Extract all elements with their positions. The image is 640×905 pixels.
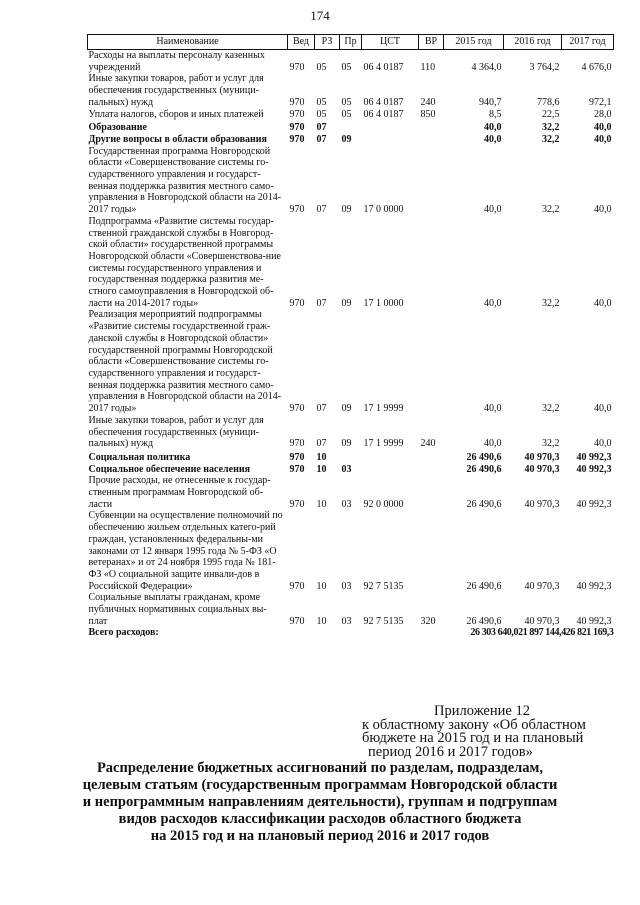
cell-y2016: 40 970,3 (524, 615, 560, 627)
table-row (88, 216, 614, 310)
table-row (88, 146, 614, 216)
cell-name: Государственная программа Новгородской области «Совершенствование системы го-сударственного управления и государст-венная поддержка развития местного само-управления в Новгородской области на 2014-2017 годы» (88, 145, 282, 216)
page-number: 174 (310, 8, 330, 23)
cell-pr (340, 450, 362, 464)
title-line: Распределение бюджетных ассигнований по разделам, подразделам, (96, 760, 544, 776)
cell-y2015: 40,0 (484, 133, 502, 145)
total-2017: 26 821 169,3 (565, 627, 614, 639)
cell-cst: 17 0 0000 (363, 204, 404, 216)
cell-pr: 09 (341, 204, 352, 216)
cell-ved: 970 (289, 61, 305, 73)
cell-ved: 970 (289, 451, 305, 463)
cell-ved: 970 (289, 122, 305, 134)
cell-y2017: 972,1 (589, 96, 612, 108)
cell-name: Подпрограмма «Развитие системы государ-ственной гражданской службы в Новгород-ской области» государственной программы Новгородской области «Совершенствова-ние системы государственного управления и государственная поддержка развития ме-стного самоуправления в Новгородской об-ласти на 2014-2017 годы» (88, 215, 281, 309)
cell-y2016: 32,2 (542, 133, 560, 145)
total-label: Всего расходов: (88, 627, 159, 639)
cell-cst: 92 7 5135 (363, 615, 404, 627)
column-header-2016: 2016 год (504, 35, 562, 50)
cell-name: Прочие расходы, не отнесенные к государ-ственным программам Новгородской об-ласти (88, 475, 271, 510)
cell-rz: 05 (316, 108, 327, 120)
cell-y2017: 40 992,3 (576, 498, 612, 510)
cell-cst: 06 4 0187 (363, 61, 404, 73)
table-row (88, 134, 614, 146)
cell-vr (419, 309, 444, 414)
cell-rz: 07 (316, 204, 327, 216)
total-2015: 26 303 640,0 (470, 627, 519, 639)
cell-y2017: 28,0 (594, 108, 612, 120)
appendix-line: бюджете на 2015 год и на плановый (362, 730, 584, 746)
cell-vr (419, 464, 444, 476)
cell-vr: 110 (420, 61, 436, 73)
cell-y2015: 26 490,6 (466, 463, 502, 475)
title-line: целевым статьям (государственным программам Новгородской области (82, 777, 558, 793)
cell-y2015: 40,0 (484, 122, 502, 134)
cell-y2016: 778,6 (537, 96, 560, 108)
cell-y2015: 40,0 (484, 438, 502, 450)
column-header-pr: Пр (340, 35, 362, 50)
cell-rz: 10 (316, 463, 327, 475)
table-row (88, 510, 614, 592)
cell-y2017: 4 676,0 (581, 61, 612, 73)
budget-table (87, 34, 614, 639)
cell-name: Реализация мероприятий подпрограммы «Развитие системы государственной граж-данской службы в Новгородской области» государственной программы Новгородской области «Совершенствование системы го-сударственного управления и государст-венная поддержка развития местного само-управления в Новгородской области на 2014-2017 годы» (88, 309, 282, 415)
cell-pr: 09 (341, 133, 352, 145)
appendix-line: Приложение 12 (434, 703, 530, 719)
cell-y2016: 32,2 (542, 122, 560, 134)
table-row (88, 464, 614, 476)
cell-name: Образование (88, 122, 147, 134)
cell-y2017: 40 992,3 (576, 463, 612, 475)
column-header-2015: 2015 год (444, 35, 504, 50)
cell-y2016: 32,2 (542, 438, 560, 450)
cell-ved: 970 (289, 463, 305, 475)
table-header-row (88, 35, 614, 50)
cell-pr: 09 (341, 438, 352, 450)
column-header-cst: ЦСТ (362, 35, 419, 50)
cell-y2016: 40 970,3 (524, 451, 560, 463)
cell-y2017: 40 992,3 (576, 615, 612, 627)
cell-y2015: 4 364,0 (471, 61, 502, 73)
table-row (88, 120, 614, 134)
cell-rz: 07 (316, 403, 327, 415)
cell-ved: 970 (289, 108, 305, 120)
column-header-rz: РЗ (315, 35, 340, 50)
cell-y2015: 26 490,6 (466, 615, 502, 627)
table-row (88, 475, 614, 510)
cell-rz: 05 (316, 96, 327, 108)
cell-name: Социальная политика (88, 451, 191, 463)
appendix-heading (362, 705, 622, 759)
cell-pr: 03 (341, 580, 352, 592)
cell-rz: 10 (316, 451, 327, 463)
cell-cst: 17 1 0000 (363, 297, 404, 309)
cell-pr: 05 (341, 96, 352, 108)
column-header-ved: Вед (288, 35, 315, 50)
total-values (444, 627, 614, 639)
cell-rz: 07 (316, 438, 327, 450)
cell-vr: 240 (420, 438, 436, 450)
cell-y2015: 8,5 (489, 108, 502, 120)
cell-cst: 92 0 0000 (363, 498, 404, 510)
cell-ved: 970 (289, 297, 305, 309)
cell-y2017: 40,0 (594, 403, 612, 415)
cell-cst (362, 134, 419, 146)
title-line: на 2015 год и на плановый период 2016 и 2017 годов (150, 828, 490, 844)
cell-rz: 10 (316, 615, 327, 627)
cell-cst: 06 4 0187 (363, 108, 404, 120)
cell-ved: 970 (289, 403, 305, 415)
cell-y2016: 40 970,3 (524, 498, 560, 510)
cell-name: Иные закупки товаров, работ и услуг для обеспечения государственных (муници-пальных) нужд (88, 73, 264, 108)
cell-vr (419, 146, 444, 216)
cell-y2016: 22,5 (542, 108, 560, 120)
cell-vr: 240 (420, 96, 436, 108)
cell-ved: 970 (289, 133, 305, 145)
cell-cst (362, 120, 419, 134)
cell-y2016: 40 970,3 (524, 463, 560, 475)
cell-vr: 320 (420, 615, 436, 627)
cell-pr: 03 (341, 463, 352, 475)
cell-y2017: 40,0 (594, 438, 612, 450)
cell-pr: 03 (341, 498, 352, 510)
cell-name: Расходы на выплаты персоналу казенных учреждений (88, 50, 265, 73)
cell-y2016: 3 764,2 (529, 61, 560, 73)
cell-y2016: 32,2 (542, 204, 560, 216)
appendix-line: к областному закону «Об областном (362, 716, 586, 733)
table-row (88, 109, 614, 121)
cell-name: Социальные выплаты гражданам, кроме публичных нормативных социальных вы-плат (88, 592, 267, 627)
total-2016: 21 897 144,4 (518, 627, 566, 639)
cell-ved: 970 (289, 498, 305, 510)
column-header-2017: 2017 год (562, 35, 614, 50)
cell-vr (419, 134, 444, 146)
cell-cst: 17 1 9999 (363, 438, 404, 450)
cell-ved: 970 (289, 615, 305, 627)
cell-ved: 970 (289, 204, 305, 216)
cell-y2015: 26 490,6 (466, 498, 502, 510)
cell-name: Социальное обеспечение населения (88, 463, 251, 475)
table-row (88, 73, 614, 108)
title-line: и непрограммным направлениям деятельности), группам и подгруппам (82, 794, 558, 810)
cell-ved: 970 (289, 580, 305, 592)
cell-cst: 06 4 0187 (363, 96, 404, 108)
cell-name: Субвенции на осуществление полномочий по обеспечению жильем отдельных катего-рий граждан, установленных федеральны-ми законами от 12 января 1995 года № 5-ФЗ «О ветеранах» и от 24 ноября 1995 года № 181-ФЗ «О социальной защите инвали-дов в Российской Федерации» (88, 510, 283, 592)
cell-y2017: 40 992,3 (576, 580, 612, 592)
cell-y2016: 40 970,3 (524, 580, 560, 592)
cell-vr (419, 475, 444, 510)
cell-ved: 970 (289, 96, 305, 108)
cell-pr (340, 120, 362, 134)
cell-y2015: 40,0 (484, 204, 502, 216)
cell-y2015: 40,0 (484, 297, 502, 309)
cell-cst (362, 450, 419, 464)
cell-cst: 92 7 5135 (363, 580, 404, 592)
cell-vr (419, 450, 444, 464)
cell-y2016: 32,2 (542, 297, 560, 309)
cell-name: Другие вопросы в области образования (88, 133, 267, 145)
cell-pr: 03 (341, 615, 352, 627)
cell-y2015: 940,7 (479, 96, 502, 108)
table-row (88, 592, 614, 627)
table-row (88, 450, 614, 464)
cell-y2017: 40,0 (594, 204, 612, 216)
table-row (88, 415, 614, 450)
cell-rz: 10 (316, 580, 327, 592)
cell-y2017: 40,0 (594, 133, 612, 145)
cell-vr (419, 120, 444, 134)
cell-y2015: 40,0 (484, 403, 502, 415)
table-body (88, 50, 614, 628)
cell-cst (362, 464, 419, 476)
cell-rz: 07 (316, 133, 327, 145)
column-header-name: Наименование (88, 35, 288, 50)
table-row (88, 309, 614, 414)
cell-y2015: 26 490,6 (466, 451, 502, 463)
cell-pr: 05 (341, 108, 352, 120)
cell-y2017: 40,0 (594, 297, 612, 309)
document-title (40, 760, 600, 845)
cell-pr: 09 (341, 297, 352, 309)
cell-rz: 10 (316, 498, 327, 510)
cell-y2016: 32,2 (542, 403, 560, 415)
cell-rz: 05 (316, 61, 327, 73)
cell-name: Уплата налогов, сборов и иных платежей (88, 108, 264, 120)
cell-vr (419, 216, 444, 310)
cell-name: Иные закупки товаров, работ и услуг для обеспечения государственных (муници-пальных) нужд (88, 414, 264, 450)
cell-rz: 07 (316, 297, 327, 309)
cell-ved: 970 (289, 438, 305, 450)
cell-vr: 850 (420, 108, 436, 120)
title-line: видов расходов классификации расходов областного бюджета (118, 811, 522, 827)
cell-vr (419, 510, 444, 592)
cell-y2017: 40,0 (594, 122, 612, 134)
appendix-line: период 2016 и 2017 годов» (368, 743, 533, 760)
cell-rz: 07 (316, 122, 327, 134)
cell-y2017: 40 992,3 (576, 451, 612, 463)
cell-cst: 17 1 9999 (363, 403, 404, 415)
cell-pr: 09 (341, 403, 352, 415)
total-row (88, 627, 614, 639)
cell-pr: 05 (341, 61, 352, 73)
table-row (88, 50, 614, 74)
cell-y2015: 26 490,6 (466, 580, 502, 592)
column-header-vr: ВР (419, 35, 444, 50)
